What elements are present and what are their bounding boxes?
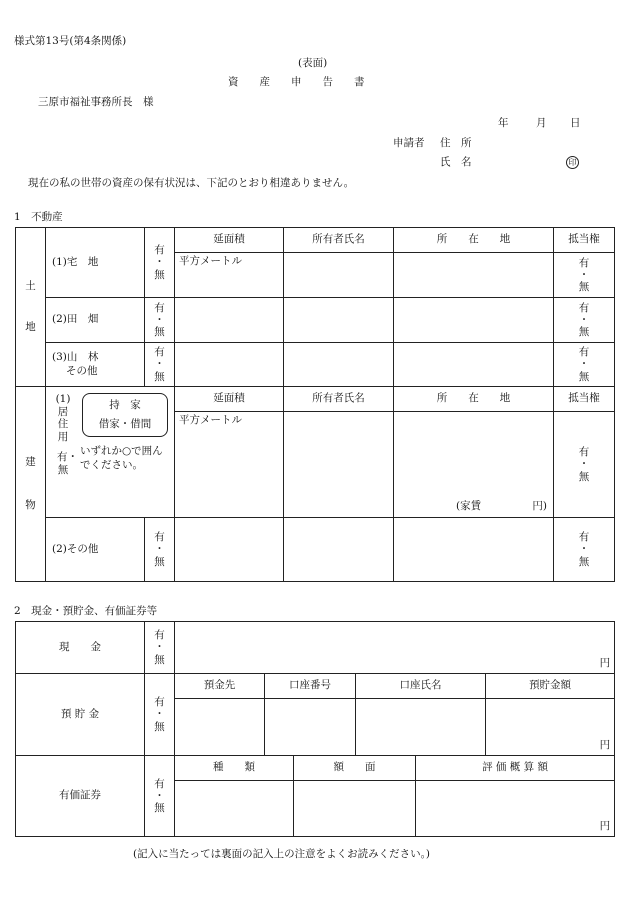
real-estate-table	[15, 227, 615, 582]
assets-table	[15, 621, 615, 837]
form-side: (表面)	[298, 57, 328, 69]
deposit-bank[interactable]	[175, 699, 265, 756]
b-col-location: 所 在 地	[394, 387, 554, 412]
page-title: 資 産 申 告 書	[228, 76, 365, 88]
col-face: 額 面	[294, 756, 416, 781]
building-row-2-owner[interactable]	[284, 518, 394, 582]
securities-face[interactable]	[294, 781, 416, 837]
section1-heading: 1 不動産	[14, 211, 63, 223]
col-holder: 口座氏名	[356, 674, 486, 699]
b-col-mortgage: 抵当権	[554, 387, 615, 412]
col-kind: 種 類	[175, 756, 294, 781]
land-row-3-yn[interactable]: 有 ・ 無	[145, 343, 175, 387]
addressee: 三原市福祉事務所長 様	[38, 96, 154, 108]
land-row-1-area[interactable]: 平方メートル	[175, 253, 284, 298]
deposit-yn[interactable]: 有 ・ 無	[145, 674, 175, 756]
col-area: 延面積	[175, 228, 284, 253]
date-year: 年	[498, 117, 509, 129]
deposit-amount[interactable]: 円	[486, 699, 615, 756]
building-row-1-owner[interactable]	[284, 412, 394, 518]
land-row-2-owner[interactable]	[284, 298, 394, 343]
cash-yn[interactable]: 有 ・ 無	[145, 622, 175, 674]
land-row-1-label: (1)宅 地	[46, 228, 145, 298]
land-row-3-area[interactable]	[175, 343, 284, 387]
col-account: 口座番号	[265, 674, 356, 699]
date-month: 月	[536, 117, 547, 129]
securities-label: 有価証券	[16, 756, 145, 837]
land-row-1-mortgage[interactable]: 有 ・ 無	[554, 253, 615, 298]
land-row-2-area[interactable]	[175, 298, 284, 343]
building-residence: (1) 居住用 有・無 持 家 借家・借間 いずれか○で囲んでください。	[46, 387, 175, 518]
land-category: 土 地	[16, 228, 46, 387]
land-row-1-location[interactable]	[394, 253, 554, 298]
col-location: 所 在 地	[394, 228, 554, 253]
b-col-owner: 所有者氏名	[284, 387, 394, 412]
instruction: いずれか○で囲んでください。	[80, 445, 163, 471]
deposit-label: 預 貯 金	[16, 674, 145, 756]
securities-yn[interactable]: 有 ・ 無	[145, 756, 175, 837]
land-row-3-mortgage[interactable]: 有 ・ 無	[554, 343, 615, 387]
building-row-2-label: (2)その他	[46, 518, 145, 582]
securities-value[interactable]: 円	[416, 781, 615, 837]
cash-label: 現 金	[16, 622, 145, 674]
land-row-2-location[interactable]	[394, 298, 554, 343]
deposit-account[interactable]	[265, 699, 356, 756]
land-row-2-mortgage[interactable]: 有 ・ 無	[554, 298, 615, 343]
land-row-2-yn[interactable]: 有 ・ 無	[145, 298, 175, 343]
residence-yn[interactable]: 有・無	[57, 451, 78, 476]
building-row-2-mortgage[interactable]: 有 ・ 無	[554, 518, 615, 582]
land-row-1-owner[interactable]	[284, 253, 394, 298]
land-row-1-yn[interactable]: 有 ・ 無	[145, 228, 175, 298]
section2-heading: 2 現金・預貯金、有価証券等	[14, 605, 158, 617]
building-row-2-location[interactable]	[394, 518, 554, 582]
land-row-3-owner[interactable]	[284, 343, 394, 387]
building-row-1-location[interactable]: (家賃 円)	[394, 412, 554, 518]
col-bank: 預金先	[175, 674, 265, 699]
footer-note: (記入に当たっては裏面の記入上の注意をよくお読みください。)	[133, 848, 430, 860]
ownership-choice[interactable]: 持 家 借家・借間	[82, 393, 168, 437]
building-category: 建 物	[16, 387, 46, 582]
land-row-3-label: (3)山 林 その他	[46, 343, 145, 387]
building-row-1-area[interactable]: 平方メートル	[175, 412, 284, 518]
name-label: 氏 名	[440, 156, 472, 168]
col-mortgage: 抵当権	[554, 228, 615, 253]
col-value: 評 価 概 算 額	[416, 756, 615, 781]
building-row-2-area[interactable]	[175, 518, 284, 582]
col-owner: 所有者氏名	[284, 228, 394, 253]
building-row-1-mortgage[interactable]: 有 ・ 無	[554, 412, 615, 518]
address-label: 住 所	[440, 137, 472, 149]
building-row-2-yn[interactable]: 有 ・ 無	[145, 518, 175, 582]
deposit-holder[interactable]	[356, 699, 486, 756]
land-row-2-label: (2)田 畑	[46, 298, 145, 343]
b-col-area: 延面積	[175, 387, 284, 412]
statement: 現在の私の世帯の資産の保有状況は、下記のとおり相違ありません。	[28, 177, 355, 189]
col-amount: 預貯金額	[486, 674, 615, 699]
seal-icon: 印	[566, 156, 579, 169]
residence-label: 居住用	[57, 405, 69, 443]
securities-kind[interactable]	[175, 781, 294, 837]
applicant-label: 申請者	[393, 137, 425, 149]
land-row-3-location[interactable]	[394, 343, 554, 387]
cash-amount[interactable]: 円	[175, 622, 615, 674]
form-number: 様式第13号(第4条関係)	[14, 35, 127, 47]
date-day: 日	[570, 117, 581, 129]
